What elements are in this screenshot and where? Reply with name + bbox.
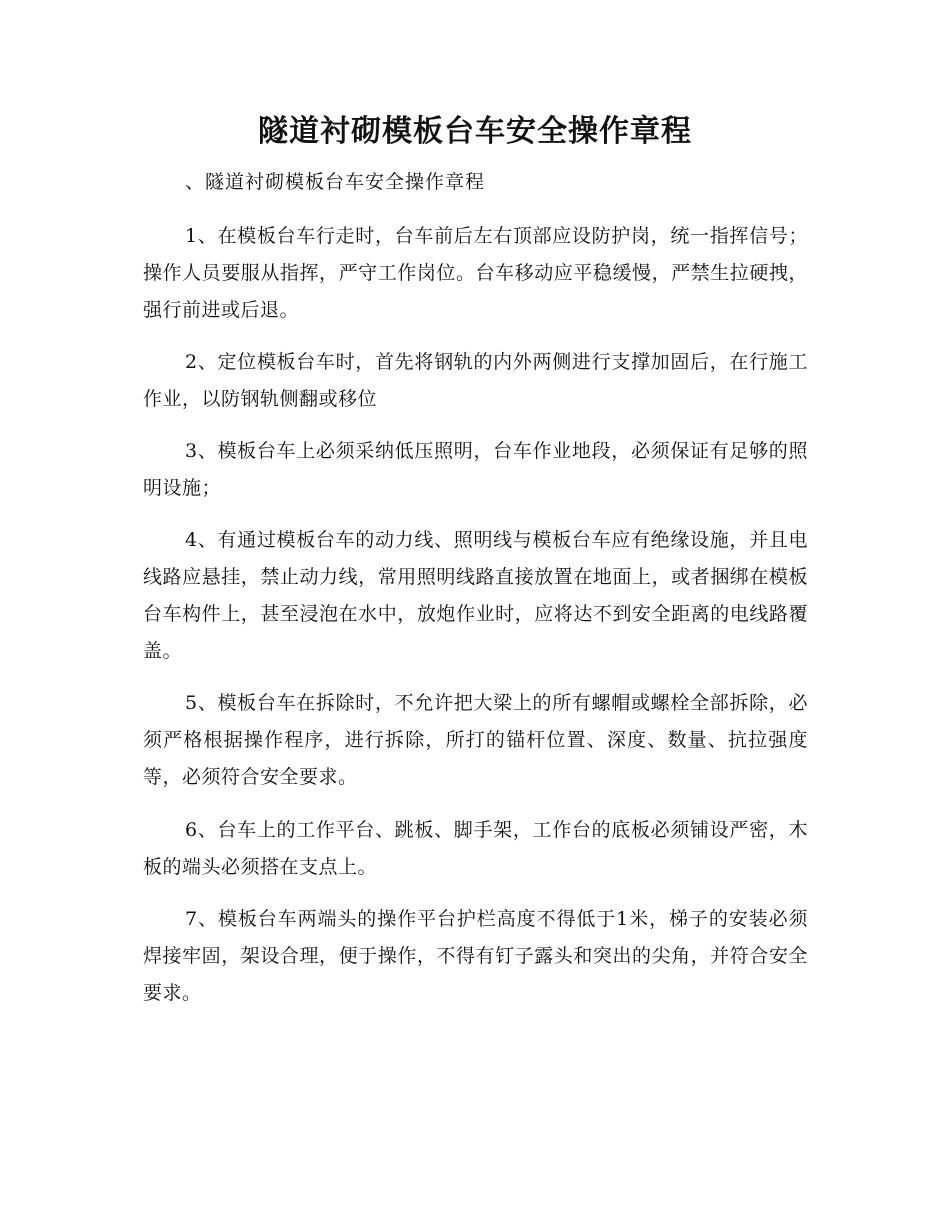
page-title: 隧道衬砌模板台车安全操作章程 xyxy=(258,114,692,149)
paragraph-1: 1、在模板台车行走时，台车前后左右顶部应设防护岗，统一指挥信号；操作人员要服从指挥，严守工作岗位。台车移动应平稳缓慢，严禁生拉硬拽，强行前进或后退。 xyxy=(143,225,808,321)
paragraph-2: 2、定位模板台车时，首先将钢轨的内外两侧进行支撑加固后，在行施工作业，以防钢轨侧翻或移位 xyxy=(143,351,808,410)
paragraph-5: 5、模板台车在拆除时，不允许把大梁上的所有螺帽或螺栓全部拆除，必须严格根据操作程序，进行拆除，所打的锚杆位置、深度、数量、抗拉强度等，必须符合安全要求。 xyxy=(143,692,808,788)
paragraph-4: 4、有通过模板台车的动力线、照明线与模板台车应有绝缘设施，并且电线路应悬挂，禁止动力线，常用照明线路直接放置在地面上，或者捆绑在模板台车构件上，甚至浸泡在水中，放炮作业时，应将达不到安全距离的电线路覆盖。 xyxy=(143,529,808,662)
paragraph-6: 6、台车上的工作平台、跳板、脚手架，工作台的底板必须铺设严密，木板的端头必须搭在支点上。 xyxy=(143,819,808,878)
paragraph-3: 3、模板台车上必须采纳低压照明，台车作业地段，必须保证有足够的照明设施； xyxy=(143,440,808,499)
document-subtitle: 、隧道衬砌模板台车安全操作章程 xyxy=(185,171,486,193)
paragraph-7: 7、模板台车两端头的操作平台护栏高度不得低于1米，梯子的安装必须焊接牢固，架设合理，便于操作，不得有钉子露头和突出的尖角，并符合安全要求。 xyxy=(143,908,808,1004)
